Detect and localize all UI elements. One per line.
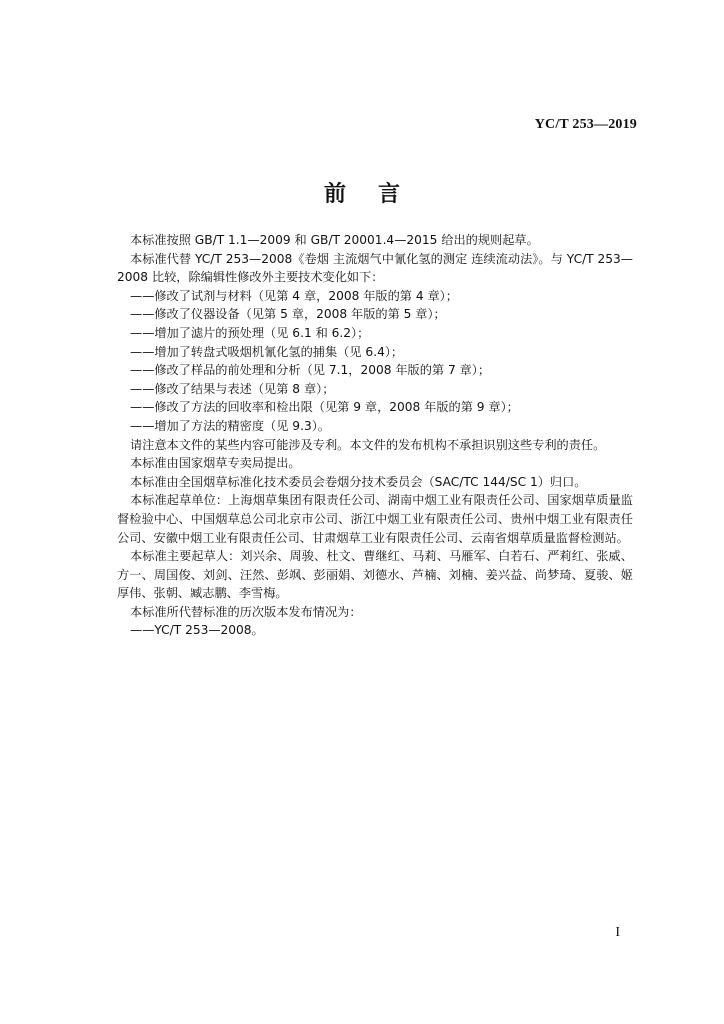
history-item: ——YC/T 253—2008。 (130, 623, 264, 638)
change-item: ——修改了仪器设备（见第 5 章，2008 年版的第 5 章）； (130, 307, 446, 322)
standard-code: YC/T 253—2019 (534, 117, 637, 132)
paragraph-drafters: 本标准主要起草人：刘兴余、周骏、杜文、曹继红、马莉、马雁军、白若石、严莉红、张威、方一、周国俊、刘剑、汪然、彭飒、彭丽娟、刘德水、芦楠、刘楠、姜兴益、尚梦琦、夏骏、姬厚伟、张朝、臧志鹏、李雪梅。 (117, 549, 633, 601)
change-item: ——修改了结果与表述（见第 8 章）； (130, 381, 335, 396)
foreword-body (117, 231, 633, 640)
page-title: 前言 (323, 182, 432, 207)
paragraph-drafting-rules: 本标准按照 GB/T 1.1—2009 和 GB/T 20001.4—2015 给出的规则起草。 (130, 233, 539, 247)
change-item: ——修改了样品的前处理和分析（见 7.1，2008 年版的第 7 章）； (130, 363, 491, 378)
change-item: ——修改了方法的回收率和检出限（见第 9 章，2008 年版的第 9 章）； (130, 400, 519, 415)
paragraph-committee: 本标准由全国烟草标准化技术委员会卷烟分技术委员会（SAC/TC 144/SC 1）归口。 (130, 474, 587, 489)
paragraph-history-intro: 本标准所代替标准的历次版本发布情况为： (130, 604, 362, 619)
paragraph-replaces: 本标准代替 YC/T 253—2008《卷烟 主流烟气中氰化氢的测定 连续流动法》。与 YC/T 253—2008 比较，除编辑性修改外主要技术变化如下： (117, 251, 633, 285)
change-item: ——增加了滤片的预处理（见 6.1 和 6.2）； (130, 325, 370, 340)
paragraph-drafting-units: 本标准起草单位：上海烟草集团有限责任公司、湖南中烟工业有限责任公司、国家烟草质量监督检验中心、中国烟草总公司北京市公司、浙江中烟工业有限责任公司、贵州中烟工业有限责任公司、安徽中烟工业有限责任公司、甘肃烟草工业有限责任公司、云南省烟草质量监督检测站。 (117, 493, 633, 545)
change-item: ——修改了试剂与材料（见第 4 章，2008 年版的第 4 章）； (130, 288, 458, 303)
paragraph-proposer: 本标准由国家烟草专卖局提出。 (130, 456, 301, 471)
change-item: ——增加了方法的精密度（见 9.3）。 (130, 418, 330, 433)
page-number: I (615, 925, 620, 940)
change-item: ——增加了转盘式吸烟机氰化氢的捕集（见 6.4）； (130, 344, 404, 359)
paragraph-patent-notice: 请注意本文件的某些内容可能涉及专利。本文件的发布机构不承担识别这些专利的责任。 (130, 437, 606, 452)
